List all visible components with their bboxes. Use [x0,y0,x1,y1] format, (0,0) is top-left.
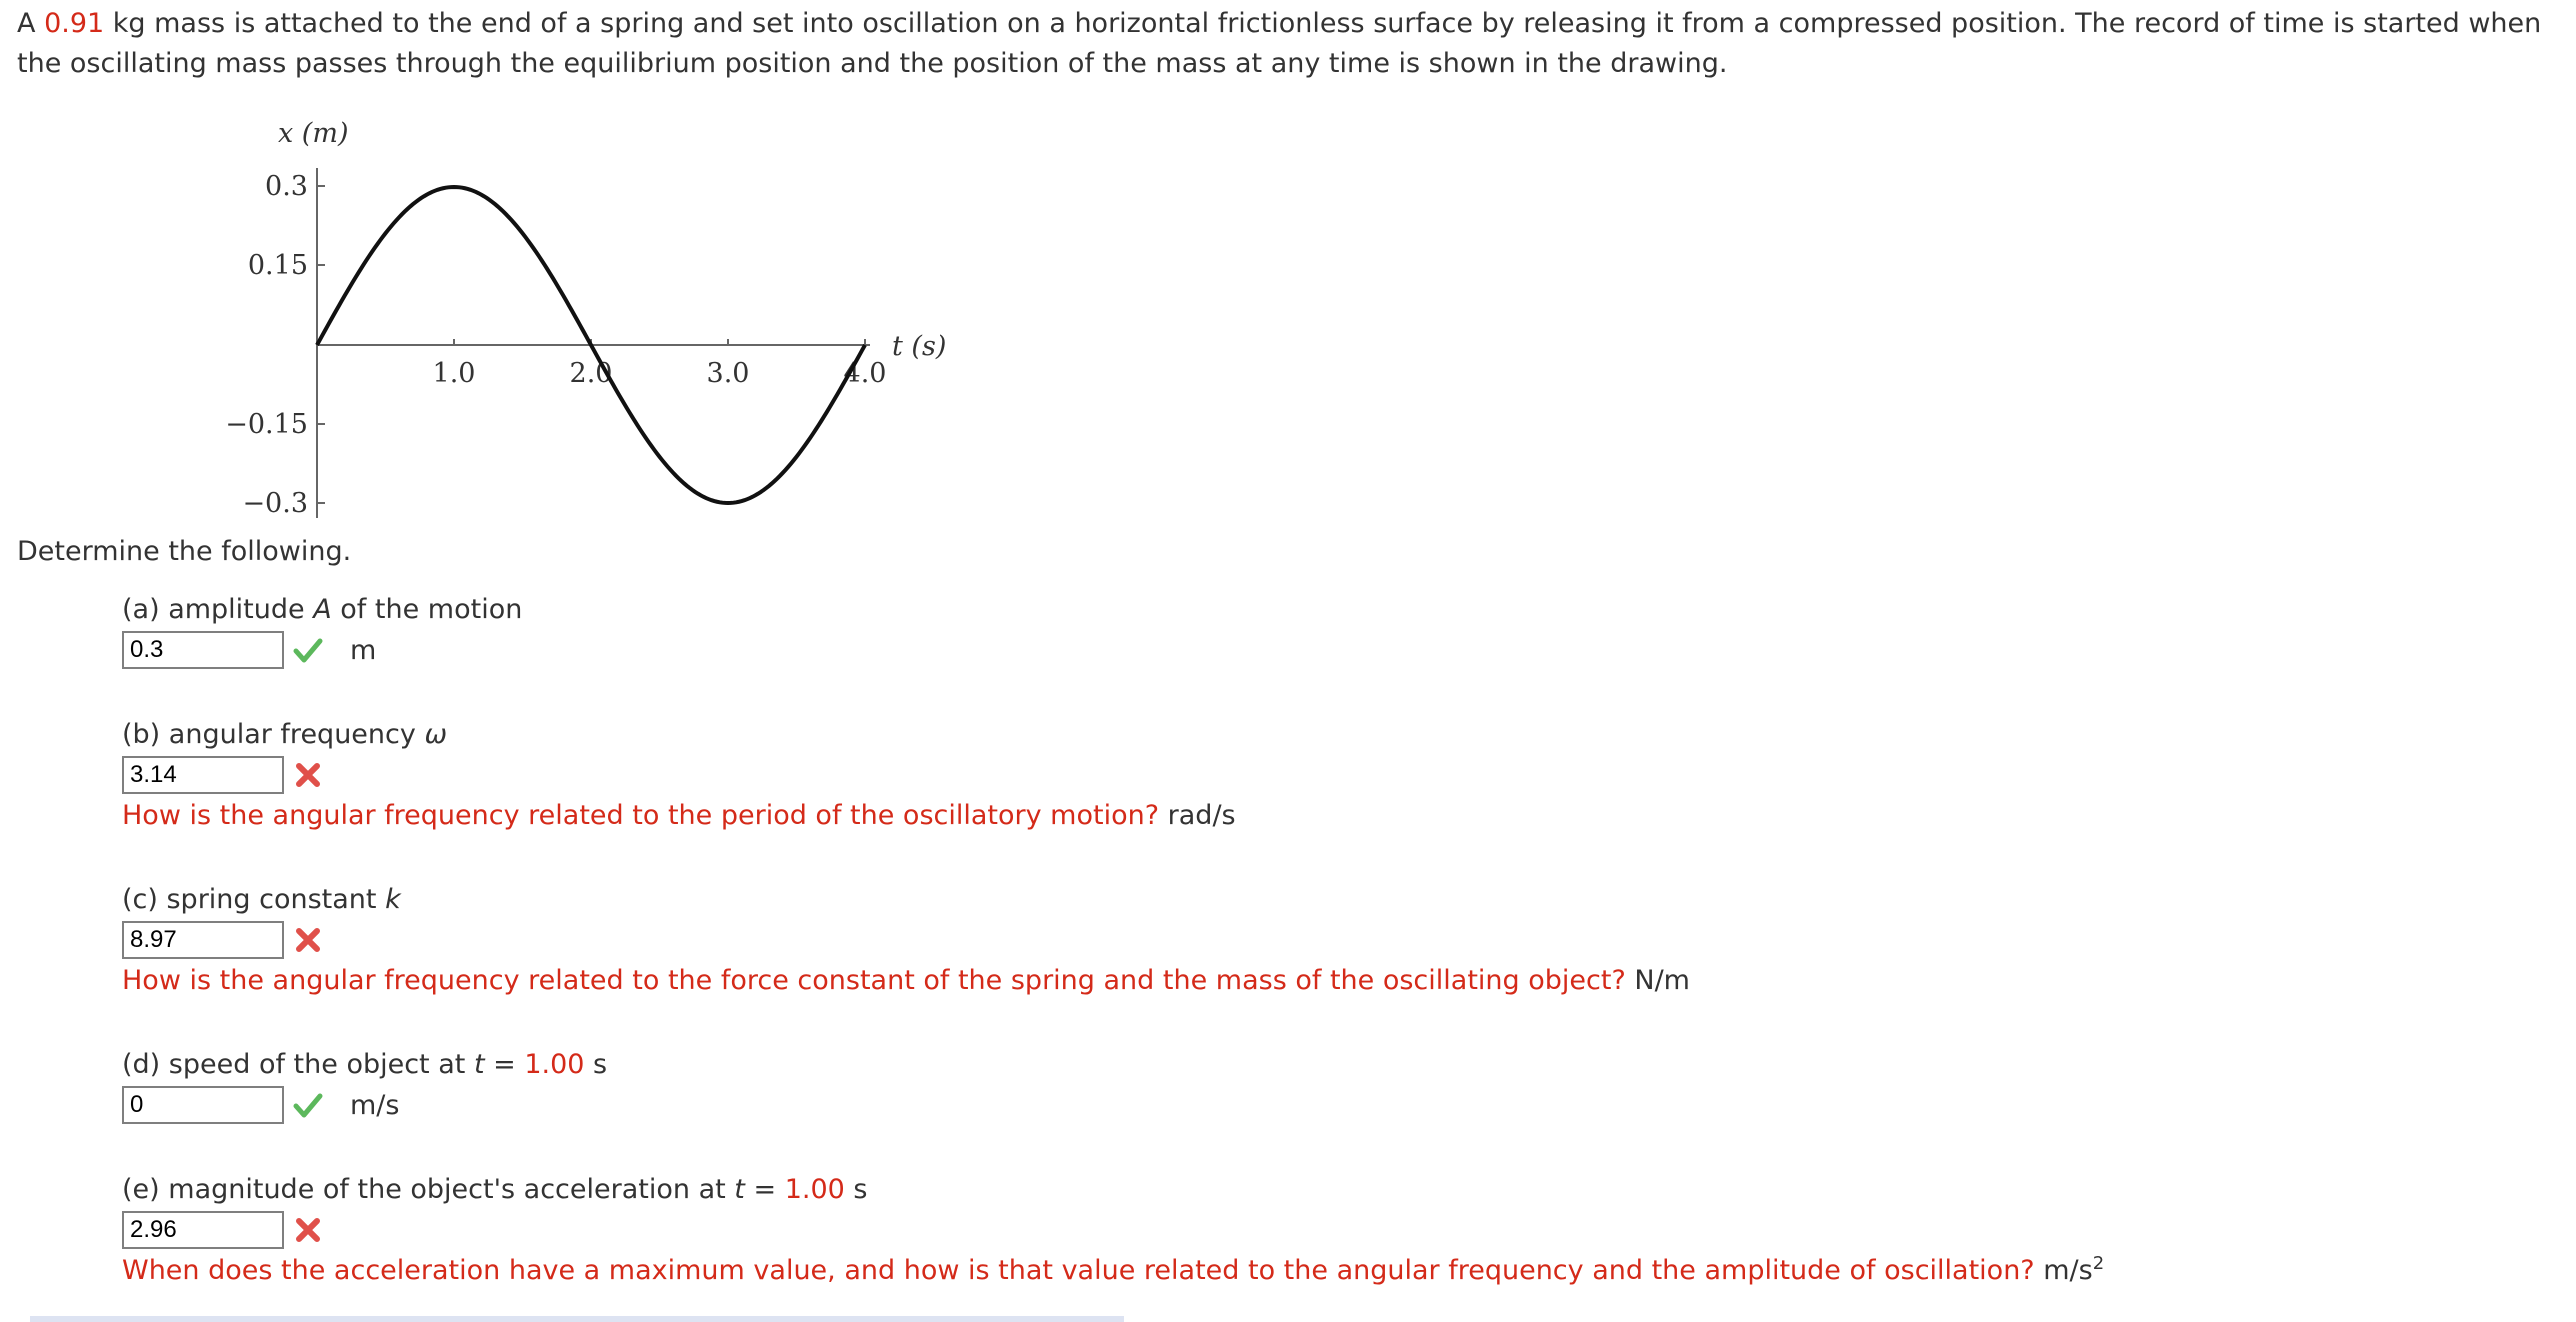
check-icon [292,634,324,666]
part-c-label: (c) spring constant k [122,884,401,915]
part-a [122,592,522,672]
problem-text: kg mass is attached to the end of a spring and set into oscillation on a horizontal frictionless surface by releasing it from a compressed position. The record of time is started when the oscillating mass passes through the equilibrium position and the position of the mass at any time is shown in the drawing. [17,8,2542,79]
x-axis-label: t (s) [892,331,947,362]
problem-statement [17,4,2557,84]
hint-c: How is the angular frequency related to the force constant of the spring and the mass of the oscillating object? N/m [122,965,1690,996]
mass-value: 0.91 [44,8,105,39]
y-tick-label: −0.15 [225,409,308,440]
cross-icon [292,759,324,791]
y-axis-label: x (m) [278,118,349,149]
cross-icon [292,924,324,956]
x-tick-label: 3.0 [706,358,750,389]
answer-input-d[interactable] [122,1086,284,1124]
part-a-label: (a) amplitude A of the motion [122,594,523,625]
answer-input-b[interactable] [122,756,284,794]
answer-input-e[interactable] [122,1211,284,1249]
y-tick-label: −0.3 [242,488,308,519]
x-tick-label: 1.0 [432,358,476,389]
unit-c: N/m [1634,965,1690,996]
part-b-label: (b) angular frequency ω [122,719,448,750]
y-tick-label: 0.15 [247,250,308,281]
part-e [122,1172,2104,1290]
unit-d: m/s [350,1089,400,1121]
bottom-scroll-bar [30,1316,1124,1322]
part-d-label: (d) speed of the object at t = 1.00 s [122,1049,608,1080]
x-tick-label: 2.0 [569,358,613,389]
part-e-label: (e) magnitude of the object's acceleration at t = 1.00 s [122,1174,868,1205]
unit-e: $m/s^2$ [2043,1253,2105,1286]
determine-heading: Determine the following. [17,536,352,567]
x-tick-label: 4.0 [843,358,887,389]
hint-b: How is the angular frequency related to the period of the oscillatory motion? rad/s [122,800,1236,831]
part-b [122,717,1236,835]
y-tick-label: 0.3 [265,171,308,202]
hint-e: When does the acceleration have a maximum value, and how is that value related to the angular frequency and the amplitude of oscillation? $m/s^2$ [122,1253,2105,1286]
check-icon [292,1089,324,1121]
unit-a: m [350,634,377,666]
answer-input-c[interactable] [122,921,284,959]
unit-b: rad/s [1167,800,1236,831]
answer-input-a[interactable] [122,631,284,669]
cross-icon [292,1214,324,1246]
position-time-graph [200,108,980,538]
part-d [122,1047,607,1127]
part-c [122,882,1690,1000]
problem-prefix: A [17,8,45,39]
